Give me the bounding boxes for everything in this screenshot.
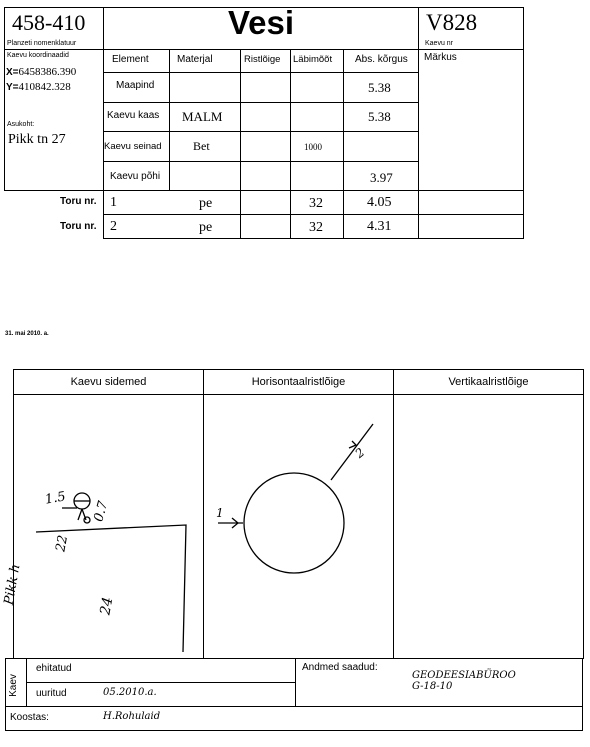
shaft-circle: [244, 473, 344, 573]
footer-divider-b: [26, 682, 295, 683]
coords-caption: Kaevu koordinaadid: [7, 52, 69, 59]
network-title: Vesi: [227, 4, 295, 41]
sheet-number-caption: Planzeti nomenklatuur: [7, 40, 77, 47]
pipe-number: 2: [110, 219, 117, 234]
col1-title: Kaevu sidemed: [70, 376, 147, 388]
street-label: Pikk h: [1, 562, 24, 607]
pipe-material: pe: [199, 196, 213, 211]
pipe-height: 4.31: [367, 219, 392, 234]
pipe-height: 4.05: [367, 195, 392, 210]
row-element: Kaevu kaas: [107, 110, 160, 121]
row-element: Kaevu põhi: [110, 171, 161, 182]
pipe2-label: 2: [352, 445, 368, 461]
row-height: 5.38: [368, 109, 391, 124]
row-height: 3.97: [370, 170, 393, 185]
date-note: 31. mai 2010. a.: [5, 331, 49, 337]
row-element: Kaevu seinad: [104, 141, 162, 152]
pipe-diameter: 32: [309, 220, 323, 235]
notes-header: Märkus: [424, 52, 457, 63]
author-label: Koostas:: [10, 712, 49, 723]
th-diameter-label: Läbimõõt: [293, 54, 333, 65]
pipe-number: 1: [110, 195, 117, 210]
well-number-caption: Kaevu nr: [425, 40, 454, 47]
y-value: 410842.328: [18, 81, 71, 93]
col3-title: Vertikaalristlõige: [448, 376, 529, 388]
dim-label-side: 22: [53, 534, 72, 553]
pipe2-line: [331, 424, 373, 480]
dim-label-b: 0.7: [91, 499, 112, 524]
th-element-label: Element: [112, 54, 149, 65]
author-box: [5, 706, 583, 731]
dim-label-long: 24: [97, 595, 117, 617]
row-material: Bet: [193, 139, 210, 153]
address: Pikk tn 27: [8, 132, 66, 147]
dim-label-a: 1.5: [43, 489, 67, 508]
x-label: X=: [6, 67, 19, 78]
built-label: ehitatud: [36, 663, 72, 674]
row-diameter: 1000: [304, 142, 322, 152]
sheet-number: 458-410: [12, 10, 86, 35]
surveyed-date: 05.2010.a.: [103, 687, 157, 698]
th-section-label: Ristlõige: [244, 54, 281, 65]
pipe-diameter: 32: [309, 196, 323, 211]
col2-title: Horisontaalristlõige: [251, 376, 346, 388]
address-caption: Asukoht:: [7, 121, 35, 128]
source-org: GEODEESIABÜROO: [412, 670, 516, 681]
well-label: Kaev: [7, 674, 19, 697]
row-material: MALM: [182, 109, 223, 124]
surveyed-label: uuritud: [36, 688, 67, 699]
th-material-label: Materjal: [177, 54, 213, 65]
source-code: G-18-10: [412, 681, 453, 692]
th-height-label: Abs. kõrgus: [355, 54, 408, 65]
pipe-label: Toru nr.: [60, 221, 97, 232]
pipe-label: Toru nr.: [60, 196, 97, 207]
source-label: Andmed saadud:: [302, 662, 378, 673]
well-number: V828: [426, 10, 478, 35]
footer-divider-c: [295, 658, 296, 707]
x-value: 6458386.390: [18, 66, 77, 78]
pipe-material: pe: [199, 220, 213, 235]
row-height: 5.38: [368, 80, 391, 95]
row-element: Maapind: [116, 80, 155, 91]
y-label: Y=: [6, 82, 19, 93]
pipe1-label: 1: [216, 506, 224, 520]
author-name: H.Rohulaid: [103, 711, 161, 722]
